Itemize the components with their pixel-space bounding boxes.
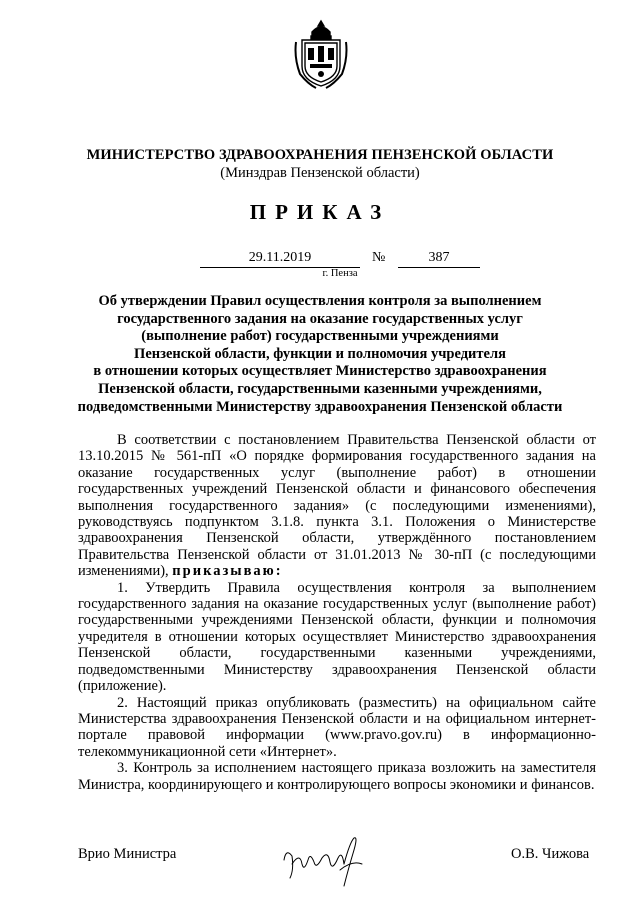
coat-of-arms-icon xyxy=(294,18,348,90)
heading-line: (выполнение работ) государственными учреждениями xyxy=(141,328,499,345)
number-sign: № xyxy=(372,250,386,265)
heading-line: Об утверждении Правил осуществления контроля за выполнением xyxy=(98,293,542,309)
item-1-paragraph: 1. Утвердить Правила осуществления контроля за выполнением государственного задания на оказание государственных услуг (выполнение работ) государственными учреждениями Пензенской области, функции и полномочия учредителя в отношении которых осуществляет Министерство здравоохранения Пензенской области, государственными казенными учреждениями, подведомственными Министерству здравоохранения Пензенской области (приложение). xyxy=(78,579,596,695)
signatory-name: О.В. Чижова xyxy=(511,846,590,862)
order-heading xyxy=(60,293,580,416)
item-3-paragraph: 3. Контроль за исполнением настоящего приказа возложить на заместителя Министра, координирующего и контролирующего вопросы экономики и финансов. xyxy=(78,760,596,793)
heading-line: Пензенской области, государственными казенными учреждениями, xyxy=(98,380,542,397)
order-number: 387 xyxy=(398,250,480,268)
heading-line: в отношении которых осуществляет Министерство здравоохранения xyxy=(93,363,547,380)
order-date: 29.11.2019 xyxy=(200,250,360,268)
heading-line: государственного задания на оказание государственных услуг xyxy=(117,310,523,327)
city-label: г. Пенза xyxy=(322,268,358,279)
heading-line: подведомственными Министерству здравоохранения Пензенской области xyxy=(77,398,563,415)
intro-text: В соответствии с постановлением Правительства Пензенской области от 13.10.2015 № 561-пП «О порядке формирования государственного задания на оказание государственных услуг (выполнение работ) в отношении государственных учреждений Пензенской области и финансового обеспечения выполнения государственного задания» (с последующими изменениями), руководствуясь подпунктом 3.1.8. пункта 3.1. Положения о Министерстве здравоохранения Пензенской области, утверждённого постановлением Правительства Пензенской области от 31.01.2013 № 30-пП (с последующими изменениями), xyxy=(78,432,596,580)
ministry-short-name: (Минздрав Пензенской области) xyxy=(220,165,420,181)
order-word: приказываю: xyxy=(172,563,283,580)
intro-paragraph xyxy=(78,432,596,580)
signatory-title: Врио Министра xyxy=(78,846,177,862)
document-type-title: ПРИКАЗ xyxy=(249,200,391,224)
order-body xyxy=(78,432,596,793)
handwritten-signature xyxy=(278,830,378,890)
heading-line: Пензенской области, функции и полномочия учредителя xyxy=(134,345,506,362)
item-2-paragraph: 2. Настоящий приказ опубликовать (разместить) на официальном сайте Министерства здравоохранения Пензенской области и на официальном интернет-портале правовой информации (www.pravo.gov.ru) в информационно-телекоммуникационной сети «Интернет». xyxy=(78,694,596,760)
ministry-name: МИНИСТЕРСТВО ЗДРАВООХРАНЕНИЯ ПЕНЗЕНСКОЙ ОБЛАСТИ xyxy=(86,147,554,163)
